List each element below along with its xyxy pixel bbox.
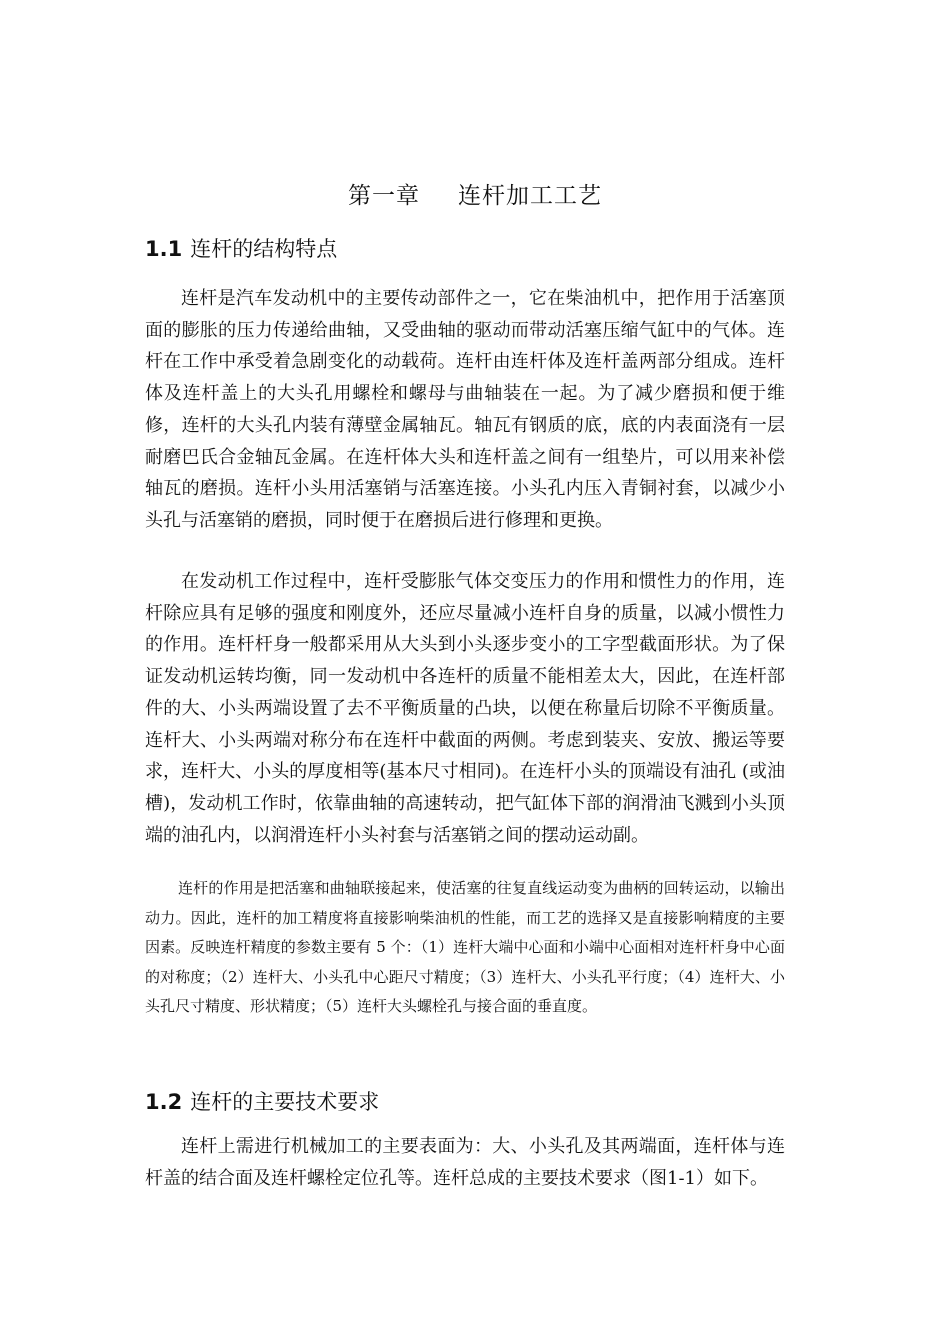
paragraph-structure-overview: 连杆是汽车发动机中的主要传动部件之一，它在柴油机中，把作用于活塞顶面的膨胀的压力传递给曲轴，又受曲轴的驱动而带动活塞压缩气缸中的气体。连杆在工作中承受着急剧变化的动载荷。连杆由连杆体及连杆盖两部分组成。连杆体及连杆盖上的大头孔用螺栓和螺母与曲轴装在一起。为了减少磨损和便于维修，连杆的大头孔内装有薄壁金属轴瓦。轴瓦有钢质的底，底的内表面浇有一层耐磨巴氏合金轴瓦金属。在连杆体大头和连杆盖之间有一组垫片，可以用来补偿轴瓦的磨损。连杆小头用活塞销与活塞连接。小头孔内压入青铜衬套，以减少小头孔与活塞销的磨损，同时便于在磨损后进行修理和更换。: [145, 288, 785, 531]
chapter-name: 连杆加工工艺: [458, 183, 602, 209]
section-title: 连杆的结构特点: [190, 237, 338, 261]
paragraph-precision-parameters: 连杆的作用是把活塞和曲轴联接起来，使活塞的往复直线运动变为曲柄的回转运动，以输出动力。因此，连杆的加工精度将直接影响柴油机的性能，而工艺的选择又是直接影响精度的主要因素。反映连杆精度的参数主要有 5 个：（1）连杆大端中心面和小端中心面相对连杆杆身中心面的对称度；（2）连杆大、小头孔中心距尺寸精度；（3）连杆大、小头孔平行度；（4）连杆大、小头孔尺寸精度、形状精度；（5）连杆大头螺栓孔与接合面的垂直度。: [145, 879, 785, 1016]
section-number: 1.1: [145, 237, 183, 261]
section-heading-1-1: [145, 235, 337, 263]
paragraph-technical-requirements: 连杆上需进行机械加工的主要表面为：大、小头孔及其两端面，连杆体与连杆盖的结合面及连杆螺栓定位孔等。连杆总成的主要技术要求（图1-1）如下。: [145, 1136, 785, 1189]
chapter-number: 第一章: [348, 183, 420, 209]
section-title: 连杆的主要技术要求: [190, 1090, 380, 1114]
section-heading-1-2: [145, 1088, 379, 1116]
chapter-title: [0, 181, 950, 211]
paragraph-working-process: 在发动机工作过程中，连杆受膨胀气体交变压力的作用和惯性力的作用，连杆除应具有足够的强度和刚度外，还应尽量减小连杆自身的质量，以减小惯性力的作用。连杆杆身一般都采用从大头到小头逐步变小的工字型截面形状。为了保证发动机运转均衡，同一发动机中各连杆的质量不能相差太大，因此，在连杆部件的大、小头两端设置了去不平衡质量的凸块，以便在称量后切除不平衡质量。连杆大、小头两端对称分布在连杆中截面的两侧。考虑到装夹、安放、搬运等要求，连杆大、小头的厚度相等(基本尺寸相同)。在连杆小头的顶端设有油孔 (或油槽)，发动机工作时，依靠曲轴的高速转动，把气缸体下部的润滑油飞溅到小头顶端的油孔内，以润滑连杆小头衬套与活塞销之间的摆动运动副。: [145, 571, 785, 846]
section-number: 1.2: [145, 1090, 183, 1114]
